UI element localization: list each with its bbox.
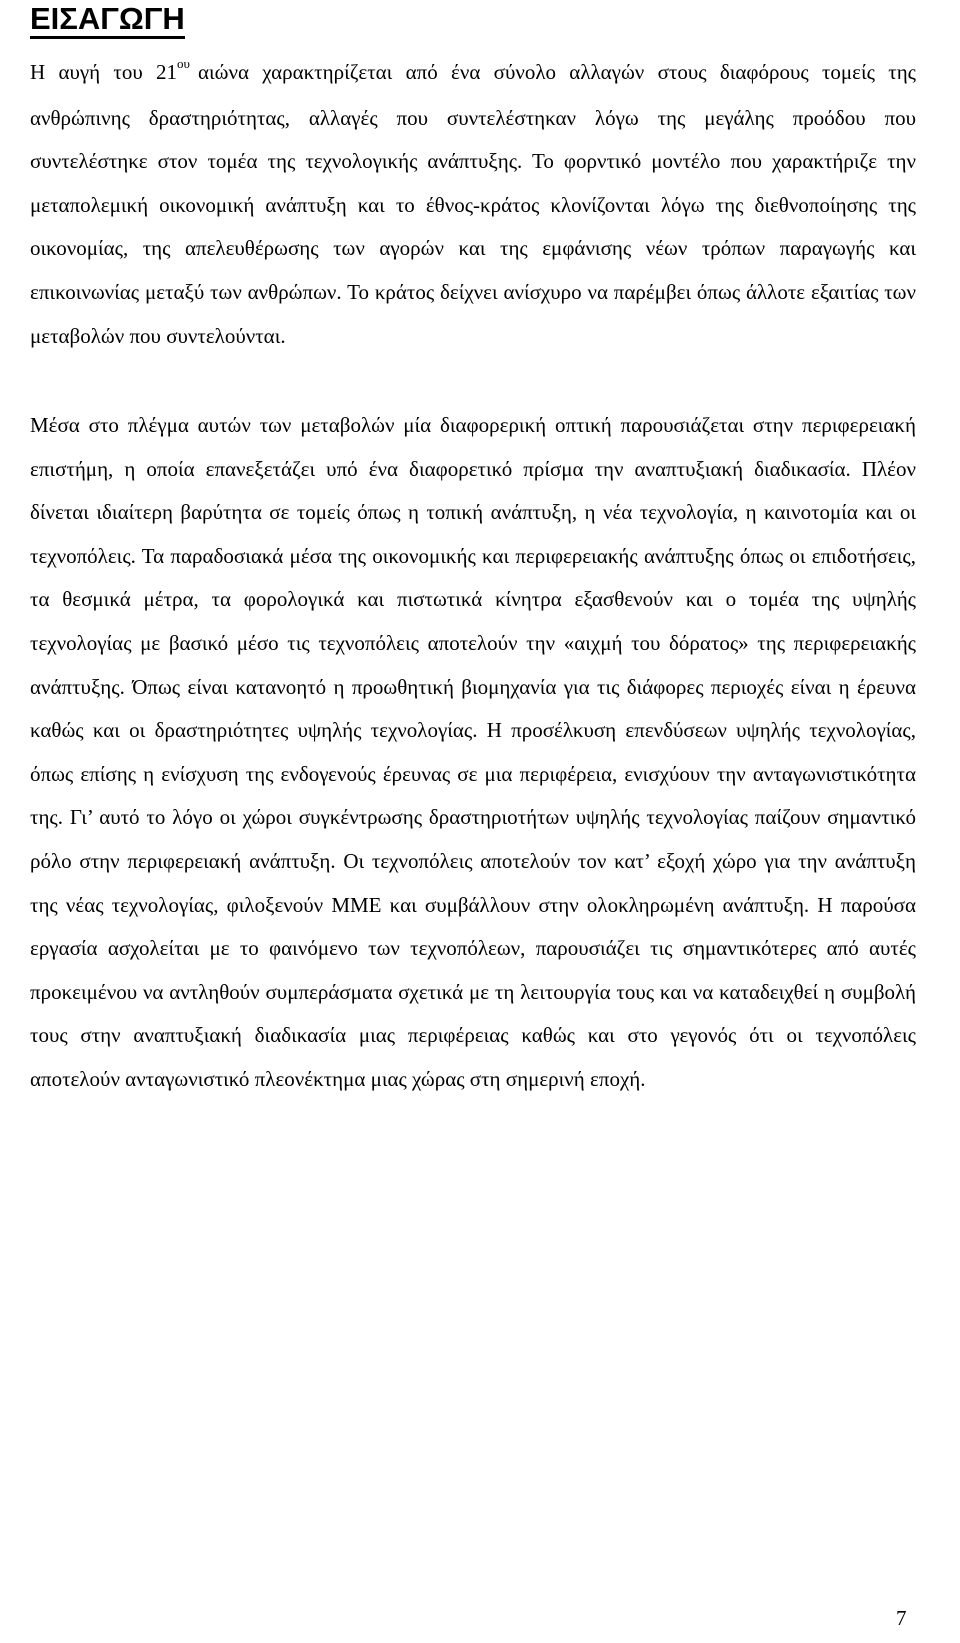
paragraph-intro-rest: αιώνα χαρακτηρίζεται από ένα σύνολο αλλαγών στους διαφόρους τομείς της ανθρώπινης δραστηριότητας, αλλαγές που συντελέστηκαν λόγω της μεγάλης προόδου που συντελέστηκε στον τομέα της τεχνολογικής ανάπτυξης. Το φορντικό μοντέλο που χαρακτήριζε την μεταπολεμική οικονομική ανάπτυξη και το έθνος-κράτος κλονίζονται λόγω της διεθνοποίησης της οικονομίας, της απελευθέρωσης των αγορών και της εμφάνισης νέων τρόπων παραγωγής και επικοινωνίας μεταξύ των ανθρώπων. Το κράτος δείχνει ανίσχυρο να παρέμβει όπως άλλοτε εξαιτίας των μεταβολών που συντελούνται.	[30, 60, 916, 348]
ordinal-superscript: ου	[177, 56, 190, 71]
section-heading: ΕΙΣΑΓΩΓΗ	[30, 2, 185, 39]
paragraph-regional-science: Μέσα στο πλέγμα αυτών των μεταβολών μία διαφορερική οπτική παρουσιάζεται στην περιφερειακή επιστήμη, η οποία επανεξετάζει υπό ένα διαφορετικό πρίσμα την αναπτυξιακή διαδικασία. Πλέον δίνεται ιδιαίτερη βαρύτητα σε τομείς όπως η τοπική ανάπτυξη, η νέα τεχνολογία, η καινοτομία και οι τεχνοπόλεις. Τα παραδοσιακά μέσα της οικονομικής και περιφερειακής ανάπτυξης όπως οι επιδοτήσεις, τα θεσμικά μέτρα, τα φορολογικά και πιστωτικά κίνητρα εξασθενούν και ο τομέα της υψηλής τεχνολογίας με βασικό μέσο τις τεχνοπόλεις αποτελούν την «αιχμή του δόρατος» της περιφερειακής ανάπτυξης. Όπως είναι κατανοητό η προωθητική βιομηχανία για τις διάφορες περιοχές είναι η έρευνα καθώς και οι δραστηριότητες υψηλής τεχνολογίας. Η προσέλκυση επενδύσεων υψηλής τεχνολογίας, όπως επίσης η ενίσχυση της ενδογενούς έρευνας σε μια περιφέρεια, ενισχύουν την ανταγωνιστικότητα της. Γι’ αυτό το λόγο οι χώροι συγκέντρωσης δραστηριοτήτων υψηλής τεχνολογίας παίζουν σημαντικό ρόλο στην περιφερειακή ανάπτυξη. Οι τεχνοπόλεις αποτελούν τον κατ’ εξοχή χώρο για την ανάπτυξη της νέας τεχνολογίας, φιλοξενούν ΜΜΕ και συμβάλλουν στην ολοκληρωμένη ανάπτυξη. Η παρούσα εργασία ασχολείται με το φαινόμενο των τεχνοπόλεων, παρουσιάζει τις σημαντικότερες από αυτές προκειμένου να αντληθούν συμπεράσματα σχετικά με τη λειτουργία τους και να καταδειχθεί η συμβολή τους στην αναπτυξιακή διαδικασία μιας περιφέρειας καθώς και στο γεγονός ότι οι τεχνοπόλεις αποτελούν ανταγωνιστικό πλεονέκτημα μιας χώρας στη σημερινή εποχή.	[30, 413, 916, 1091]
paragraph-intro-start: Η αυγή του 21	[30, 60, 178, 84]
page-number: 7	[896, 1606, 907, 1630]
paragraph-intro	[30, 51, 916, 358]
